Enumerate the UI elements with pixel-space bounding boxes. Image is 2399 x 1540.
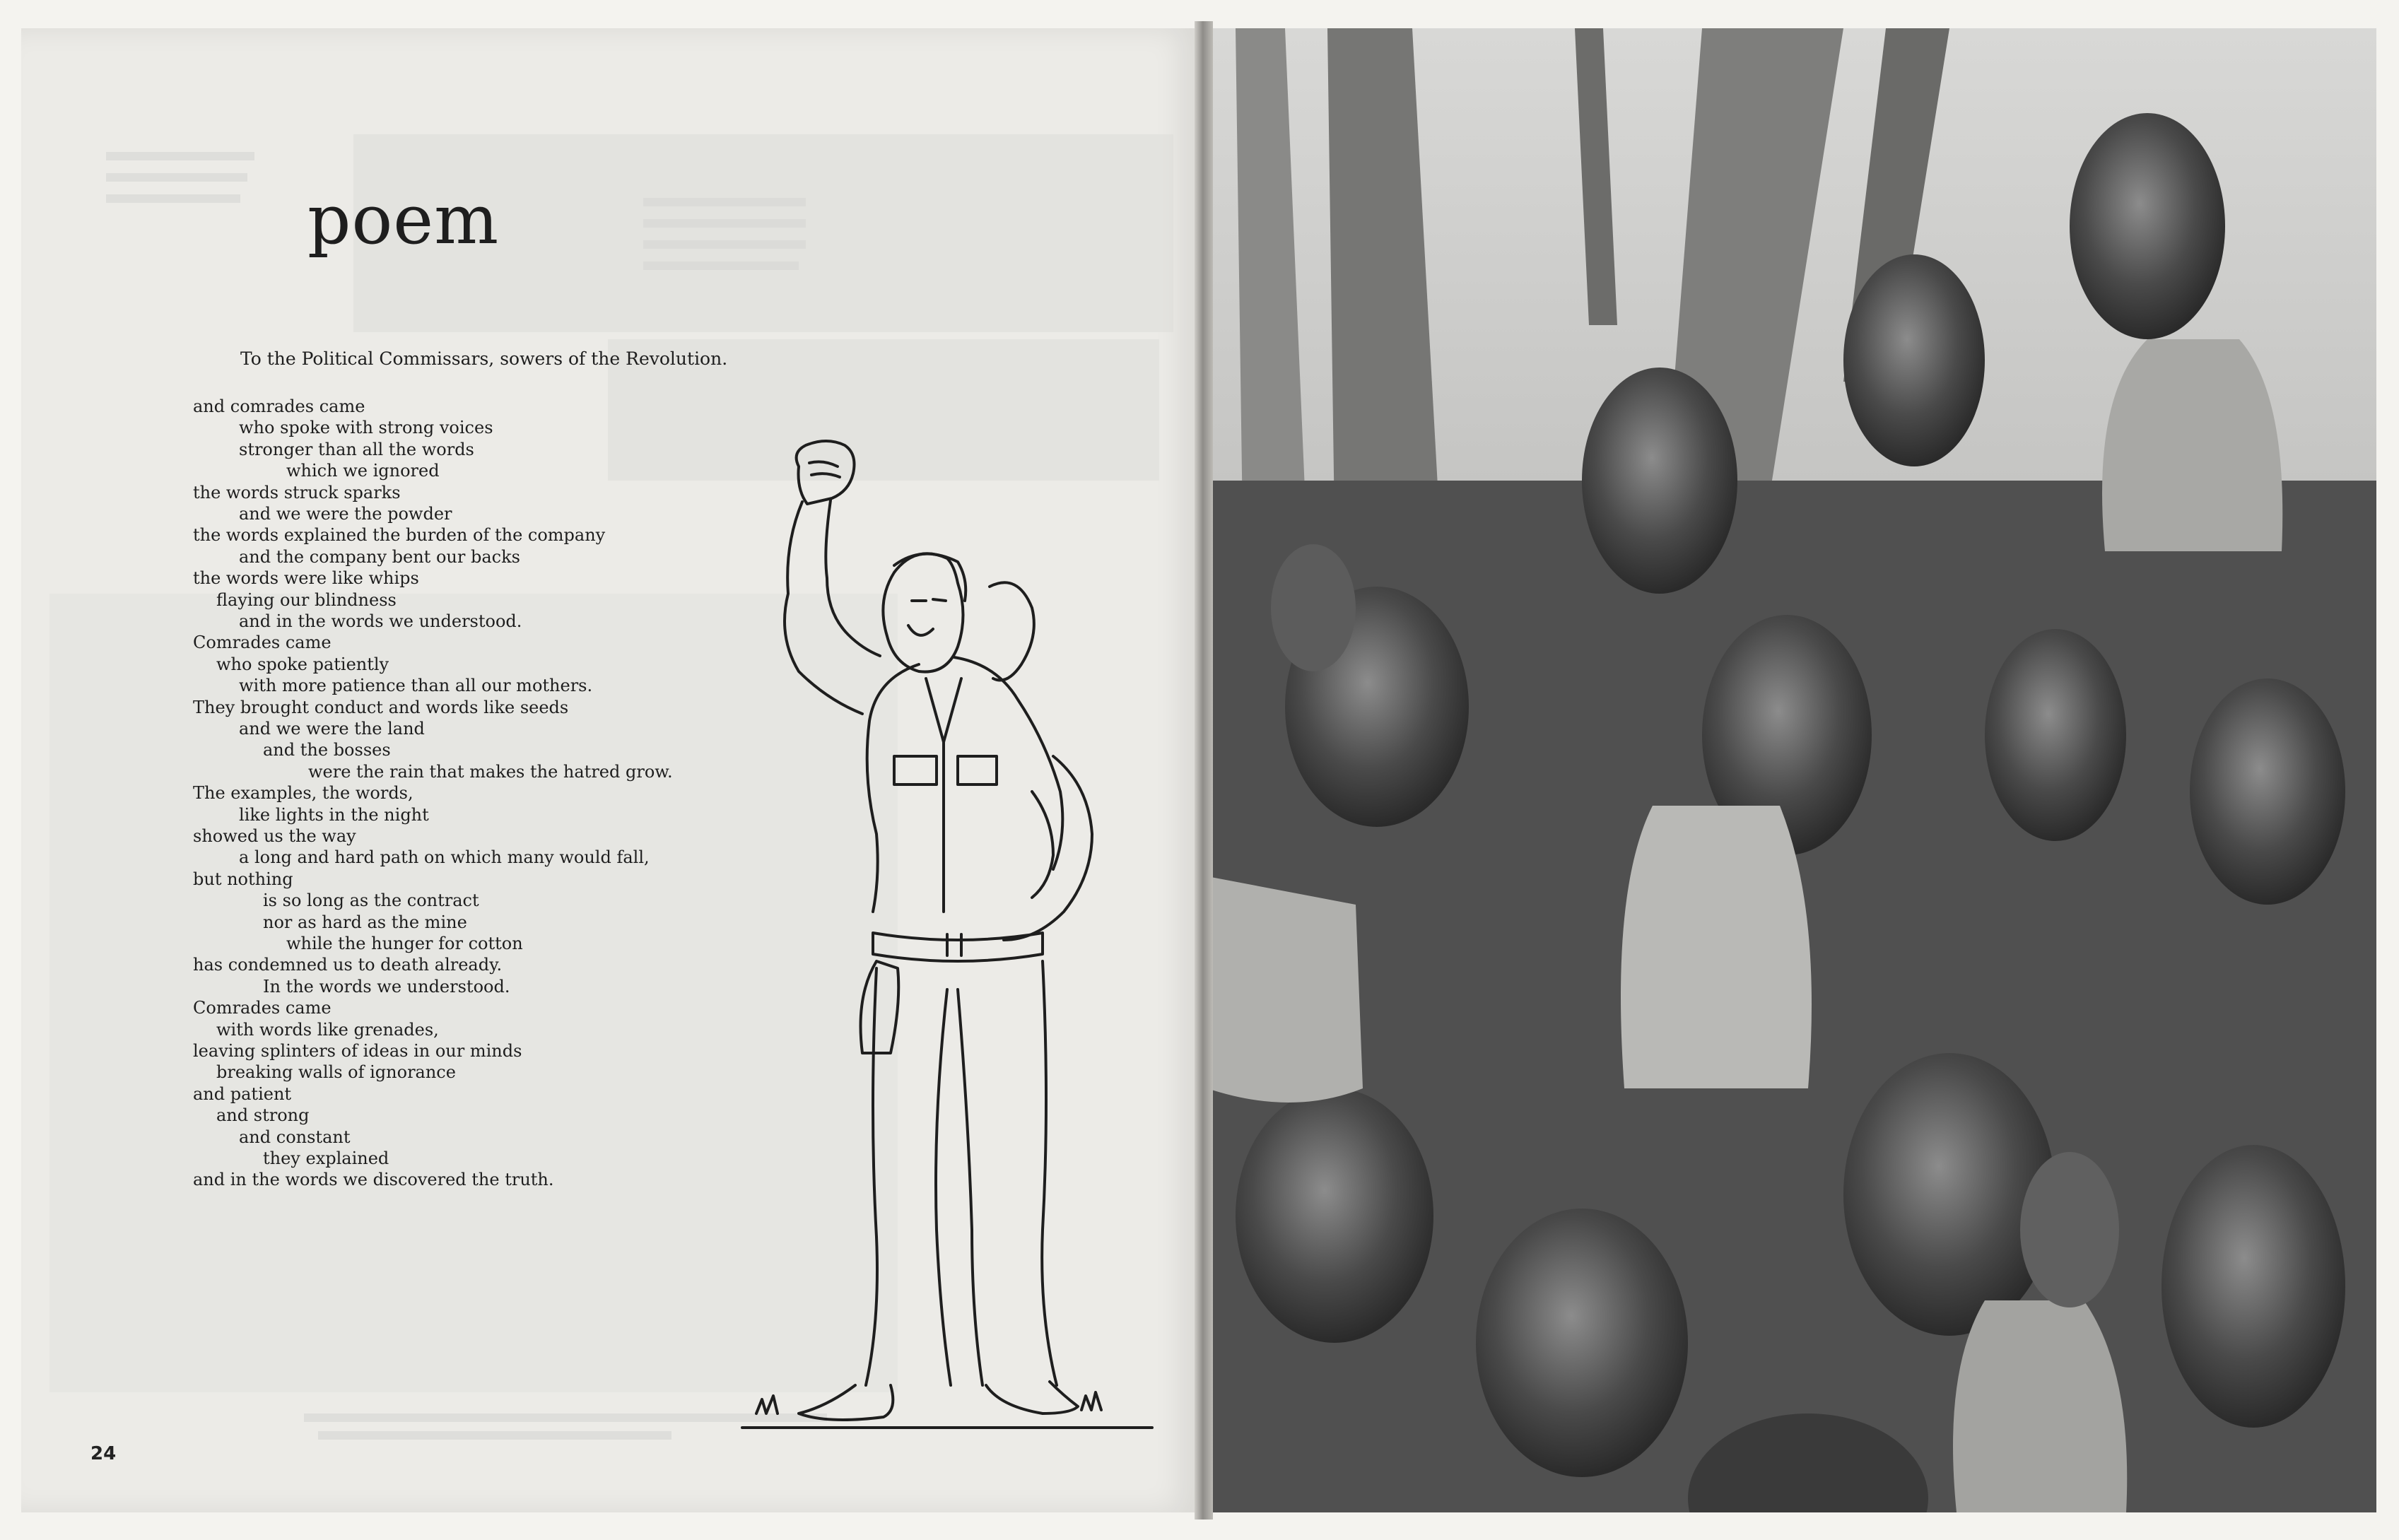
- poem-line: leaving splinters of ideas in our minds: [193, 1041, 522, 1061]
- bleed-through-text: [106, 173, 247, 182]
- book-spine: [1195, 21, 1213, 1520]
- bleed-through-text: [643, 240, 806, 249]
- poem-line: flaying our blindness: [216, 590, 397, 610]
- bleed-through-text: [643, 198, 806, 206]
- poem-line: stronger than all the words: [239, 440, 474, 459]
- poem-line: Comrades came: [193, 998, 332, 1018]
- poem-line: breaking walls of ignorance: [216, 1062, 456, 1082]
- poem-line: who spoke patiently: [216, 654, 389, 674]
- right-page: [1207, 28, 2376, 1512]
- poem-line: has condemned us to death already.: [193, 955, 503, 975]
- poem-line: The examples, the words,: [193, 783, 413, 803]
- poem-line: and the company bent our backs: [239, 547, 520, 567]
- bleed-through-text: [318, 1431, 671, 1440]
- page-number: 24: [90, 1443, 117, 1464]
- poem-line: and strong: [216, 1105, 310, 1125]
- poem-line: They brought conduct and words like seeds: [193, 698, 569, 717]
- torso: [867, 664, 919, 912]
- poem-line: and we were the powder: [239, 504, 452, 524]
- bleed-through-text: [643, 261, 799, 270]
- poem-line: and comrades came: [193, 396, 365, 416]
- poem-line: the words struck sparks: [193, 483, 401, 502]
- poem-line: and in the words we understood.: [239, 611, 522, 631]
- poem-line: Comrades came: [193, 633, 332, 652]
- poem-line: is so long as the contract: [263, 891, 479, 910]
- poem-line: and we were the land: [239, 719, 425, 739]
- poem-line: and patient: [193, 1084, 292, 1104]
- poem-dedication: To the Political Commissars, sowers of the Revolution.: [240, 348, 728, 369]
- poem-line: the words were like whips: [193, 568, 419, 588]
- poem-line: were the rain that makes the hatred grow.: [308, 762, 673, 782]
- poem-line: with words like grenades,: [216, 1020, 439, 1040]
- poem-line: and constant: [239, 1127, 351, 1147]
- bleed-through-text: [643, 219, 806, 228]
- poem-line: and in the words we discovered the truth.: [193, 1170, 554, 1189]
- poem-line: while the hunger for cotton: [286, 934, 523, 953]
- bleed-through-text: [106, 194, 240, 203]
- poem-line: nor as hard as the mine: [263, 912, 467, 932]
- poem-line: who spoke with strong voices: [239, 418, 493, 437]
- poem-line: In the words we understood.: [263, 977, 510, 997]
- poem-line: the words explained the burden of the company: [193, 525, 606, 545]
- poem-line: but nothing: [193, 869, 293, 889]
- bleed-through-text: [106, 152, 254, 160]
- poem-line: with more patience than all our mothers.: [239, 676, 593, 695]
- legs: [866, 968, 877, 1385]
- poem-line: and the bosses: [263, 740, 391, 760]
- crowd-photograph: [1207, 28, 2376, 1512]
- head: [883, 553, 963, 671]
- poem-line: which we ignored: [286, 461, 440, 481]
- commissar-illustration: [714, 424, 1223, 1449]
- belt: [873, 933, 1043, 961]
- poem-line: a long and hard path on which many would fall,: [239, 847, 650, 867]
- poem-line: like lights in the night: [239, 805, 429, 825]
- page-title: poem: [307, 180, 500, 259]
- poem-line: showed us the way: [193, 826, 356, 846]
- poem-line: they explained: [263, 1148, 389, 1168]
